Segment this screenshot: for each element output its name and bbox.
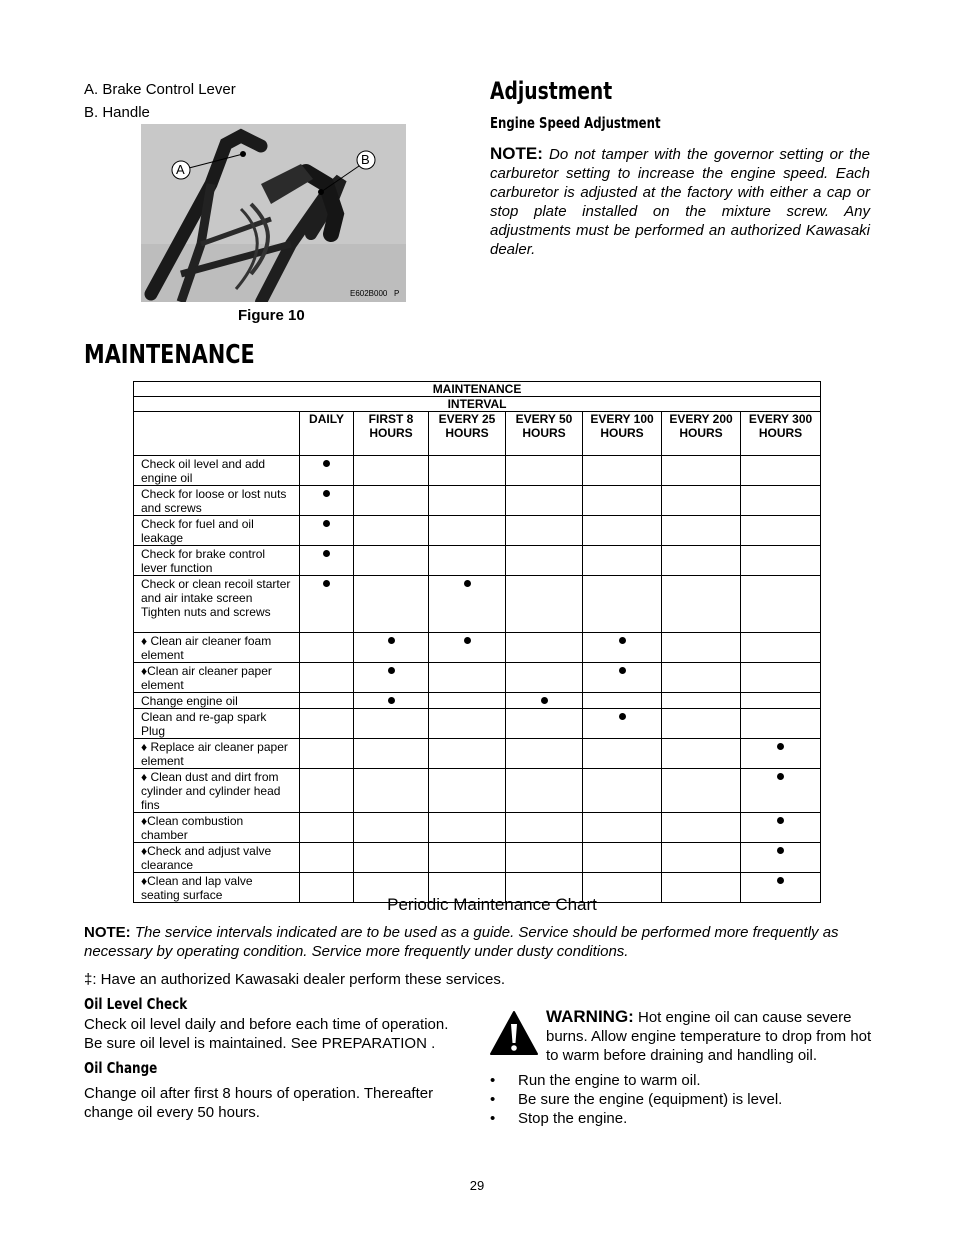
- task-cell: Check for loose or lost nuts and screws: [134, 486, 300, 516]
- bullet: •: [490, 1091, 496, 1108]
- interval-cell: [506, 739, 583, 769]
- task-cell: Check for brake control lever function: [134, 546, 300, 576]
- interval-cell: [300, 633, 354, 663]
- interval-cell: [662, 546, 741, 576]
- chart-caption-text: Periodic Maintenance Chart: [387, 895, 597, 914]
- interval-cell: [662, 813, 741, 843]
- callout-b-label: B: [361, 152, 370, 167]
- task-cell: ♦Clean and lap valve seating surface: [134, 873, 300, 903]
- interval-cell: [429, 709, 506, 739]
- service-interval-note-text: The service intervals indicated are to be used as a guide. Service should be performed more frequently as necessary by operating condition. Service more frequently under dusty conditions.: [84, 924, 839, 960]
- task-cell: ♦Clean combustion chamber: [134, 813, 300, 843]
- interval-cell: [741, 709, 821, 739]
- task-cell: ♦ Clean air cleaner foam element: [134, 633, 300, 663]
- interval-cell: [300, 843, 354, 873]
- warning-triangle-icon: [489, 1010, 539, 1056]
- service-interval-note: [84, 923, 874, 961]
- interval-cell: [583, 693, 662, 709]
- table-row: [134, 843, 821, 873]
- warning-block: [546, 1007, 876, 1065]
- interval-cell: [506, 456, 583, 486]
- scheduled-dot: [464, 637, 471, 644]
- interval-cell: [300, 576, 354, 633]
- task-cell: ♦Check and adjust valve clearance: [134, 843, 300, 873]
- scheduled-dot: [323, 490, 330, 497]
- warning-label: WARNING:: [546, 1007, 634, 1026]
- interval-cell: [662, 486, 741, 516]
- interval-cell: [741, 739, 821, 769]
- interval-cell: [429, 633, 506, 663]
- interval-cell: [300, 516, 354, 546]
- interval-cell: [662, 456, 741, 486]
- interval-cell: [583, 456, 662, 486]
- interval-cell: [741, 486, 821, 516]
- step-text: Be sure the engine (equipment) is level.: [518, 1091, 783, 1108]
- table-row: [134, 633, 821, 663]
- list-item: [490, 1109, 782, 1128]
- interval-cell: [741, 546, 821, 576]
- scheduled-dot: [388, 667, 395, 674]
- interval-cell: [583, 516, 662, 546]
- interval-cell: [354, 769, 429, 813]
- interval-cell: [506, 546, 583, 576]
- scheduled-dot: [619, 713, 626, 720]
- interval-cell: [429, 739, 506, 769]
- interval-cell: [506, 633, 583, 663]
- task-column-header: [134, 412, 300, 456]
- table-row: [134, 486, 821, 516]
- interval-column-header: FIRST 8 HOURS: [354, 412, 429, 456]
- scheduled-dot: [619, 667, 626, 674]
- task-cell: Check oil level and add engine oil: [134, 456, 300, 486]
- interval-cell: [662, 769, 741, 813]
- table-row: [134, 769, 821, 813]
- table-title: MAINTENANCE: [134, 382, 821, 397]
- interval-cell: [354, 693, 429, 709]
- interval-cell: [429, 813, 506, 843]
- table-row: [134, 546, 821, 576]
- interval-column-header: EVERY 100 HOURS: [583, 412, 662, 456]
- engine-speed-subheading: Engine Speed Adjustment: [490, 114, 661, 132]
- interval-cell: [429, 693, 506, 709]
- photo-code: E602B000 P: [350, 289, 400, 298]
- interval-column-header: EVERY 300 HOURS: [741, 412, 821, 456]
- interval-cell: [506, 843, 583, 873]
- scheduled-dot: [464, 580, 471, 587]
- interval-cell: [429, 486, 506, 516]
- adjustment-note: [490, 144, 870, 259]
- interval-cell: [429, 663, 506, 693]
- table-row: [134, 739, 821, 769]
- note-label: NOTE:: [490, 144, 543, 163]
- table-row: [134, 709, 821, 739]
- scheduled-dot: [619, 637, 626, 644]
- adjustment-note-text: Do not tamper with the governor setting or the carburetor setting to increase the engine speed. Each carburetor is adjusted at the factory with either a cap or stop plate installed on the mixture screw. Any adjustments must be performed an authorized Kawasaki dealer.: [490, 146, 871, 258]
- interval-cell: [354, 739, 429, 769]
- interval-cell: [583, 576, 662, 633]
- oil-change-text: Change oil after first 8 hours of operation. Thereafter change oil every 50 hours.: [84, 1085, 434, 1121]
- interval-cell: [662, 663, 741, 693]
- scheduled-dot: [323, 580, 330, 587]
- handle-photo: [141, 124, 406, 302]
- warm-oil-steps: [490, 1071, 782, 1128]
- interval-cell: [429, 516, 506, 546]
- interval-cell: [506, 693, 583, 709]
- callout-a-label: A: [176, 162, 185, 177]
- figure-legend-a: A. Brake Control Lever: [84, 81, 236, 98]
- interval-cell: [741, 663, 821, 693]
- interval-cell: [354, 486, 429, 516]
- interval-column-header: EVERY 200 HOURS: [662, 412, 741, 456]
- chart-caption: [0, 895, 954, 915]
- interval-cell: [583, 843, 662, 873]
- table-row: [134, 693, 821, 709]
- scheduled-dot: [777, 847, 784, 854]
- table-row: [134, 576, 821, 633]
- interval-cell: [429, 769, 506, 813]
- task-cell: ♦ Clean dust and dirt from cylinder and cylinder head fins: [134, 769, 300, 813]
- interval-cell: [300, 813, 354, 843]
- interval-cell: [354, 709, 429, 739]
- dealer-service-note: ‡: Have an authorized Kawasaki dealer perform these services.: [84, 971, 506, 988]
- interval-cell: [662, 633, 741, 663]
- interval-cell: [583, 813, 662, 843]
- interval-cell: [429, 456, 506, 486]
- step-text: Stop the engine.: [518, 1110, 628, 1127]
- interval-cell: [506, 769, 583, 813]
- task-cell: ♦ Replace air cleaner paper element: [134, 739, 300, 769]
- interval-cell: [583, 709, 662, 739]
- list-item: [490, 1071, 782, 1090]
- interval-cell: [662, 709, 741, 739]
- interval-cell: [741, 693, 821, 709]
- warning-text: Hot engine oil can cause severe burns. Allow engine temperature to drop from hot to warm before draining and handling oil.: [546, 1009, 872, 1064]
- interval-cell: [662, 516, 741, 546]
- interval-cell: [300, 769, 354, 813]
- interval-cell: [429, 576, 506, 633]
- maintenance-table: [133, 381, 821, 903]
- adjustment-heading: Adjustment: [490, 77, 613, 105]
- interval-cell: [506, 813, 583, 843]
- interval-cell: [741, 633, 821, 663]
- bullet: •: [490, 1072, 496, 1089]
- interval-cell: [300, 546, 354, 576]
- interval-cell: [741, 813, 821, 843]
- table-row: [134, 516, 821, 546]
- step-text: Run the engine to warm oil.: [518, 1072, 701, 1089]
- scheduled-dot: [323, 550, 330, 557]
- interval-cell: [741, 843, 821, 873]
- interval-cell: [662, 576, 741, 633]
- interval-cell: [583, 739, 662, 769]
- table-row: [134, 663, 821, 693]
- handle-illustration: [141, 124, 406, 302]
- interval-cell: [583, 546, 662, 576]
- scheduled-dot: [388, 697, 395, 704]
- interval-cell: [662, 739, 741, 769]
- oil-change-heading: Oil Change: [84, 1059, 158, 1077]
- oil-level-text: Check oil level daily and before each time of operation. Be sure oil level is maintained. See PREPARATION .: [84, 1016, 449, 1052]
- maintenance-heading: MAINTENANCE: [84, 340, 255, 370]
- interval-cell: [354, 456, 429, 486]
- interval-cell: [506, 709, 583, 739]
- interval-cell: [583, 633, 662, 663]
- interval-column-header: EVERY 25 HOURS: [429, 412, 506, 456]
- interval-cell: [662, 693, 741, 709]
- interval-cell: [300, 663, 354, 693]
- interval-cell: [354, 516, 429, 546]
- interval-cell: [300, 709, 354, 739]
- bullet: •: [490, 1110, 496, 1127]
- task-cell: Clean and re-gap spark Plug: [134, 709, 300, 739]
- scheduled-dot: [777, 773, 784, 780]
- task-cell: Check or clean recoil starter and air intake screen Tighten nuts and screws: [134, 576, 300, 633]
- interval-cell: [354, 576, 429, 633]
- interval-cell: [506, 663, 583, 693]
- table-row: [134, 813, 821, 843]
- interval-cell: [429, 546, 506, 576]
- interval-cell: [354, 813, 429, 843]
- interval-cell: [662, 843, 741, 873]
- interval-cell: [741, 456, 821, 486]
- interval-cell: [300, 486, 354, 516]
- interval-cell: [583, 769, 662, 813]
- interval-cell: [354, 663, 429, 693]
- scheduled-dot: [323, 460, 330, 467]
- interval-cell: [354, 843, 429, 873]
- interval-cell: [354, 546, 429, 576]
- table-subtitle: INTERVAL: [134, 397, 821, 412]
- interval-cell: [583, 663, 662, 693]
- list-item: [490, 1090, 782, 1109]
- interval-cell: [429, 843, 506, 873]
- interval-cell: [741, 516, 821, 546]
- interval-cell: [300, 739, 354, 769]
- scheduled-dot: [323, 520, 330, 527]
- task-cell: Check for fuel and oil leakage: [134, 516, 300, 546]
- task-cell: Change engine oil: [134, 693, 300, 709]
- interval-cell: [506, 576, 583, 633]
- scheduled-dot: [388, 637, 395, 644]
- page-number: 29: [469, 1178, 485, 1193]
- interval-cell: [506, 486, 583, 516]
- interval-cell: [300, 456, 354, 486]
- oil-level-heading: Oil Level Check: [84, 995, 188, 1013]
- scheduled-dot: [777, 743, 784, 750]
- interval-column-header: DAILY: [300, 412, 354, 456]
- interval-cell: [583, 486, 662, 516]
- task-cell: ♦Clean air cleaner paper element: [134, 663, 300, 693]
- scheduled-dot: [777, 877, 784, 884]
- figure-legend-b: B. Handle: [84, 104, 150, 121]
- interval-cell: [354, 633, 429, 663]
- table-row: [134, 456, 821, 486]
- scheduled-dot: [541, 697, 548, 704]
- interval-cell: [741, 769, 821, 813]
- note-label: NOTE:: [84, 924, 131, 941]
- interval-column-header: EVERY 50 HOURS: [506, 412, 583, 456]
- figure-caption: Figure 10: [238, 307, 305, 324]
- scheduled-dot: [777, 817, 784, 824]
- interval-cell: [741, 576, 821, 633]
- interval-cell: [300, 693, 354, 709]
- interval-cell: [506, 516, 583, 546]
